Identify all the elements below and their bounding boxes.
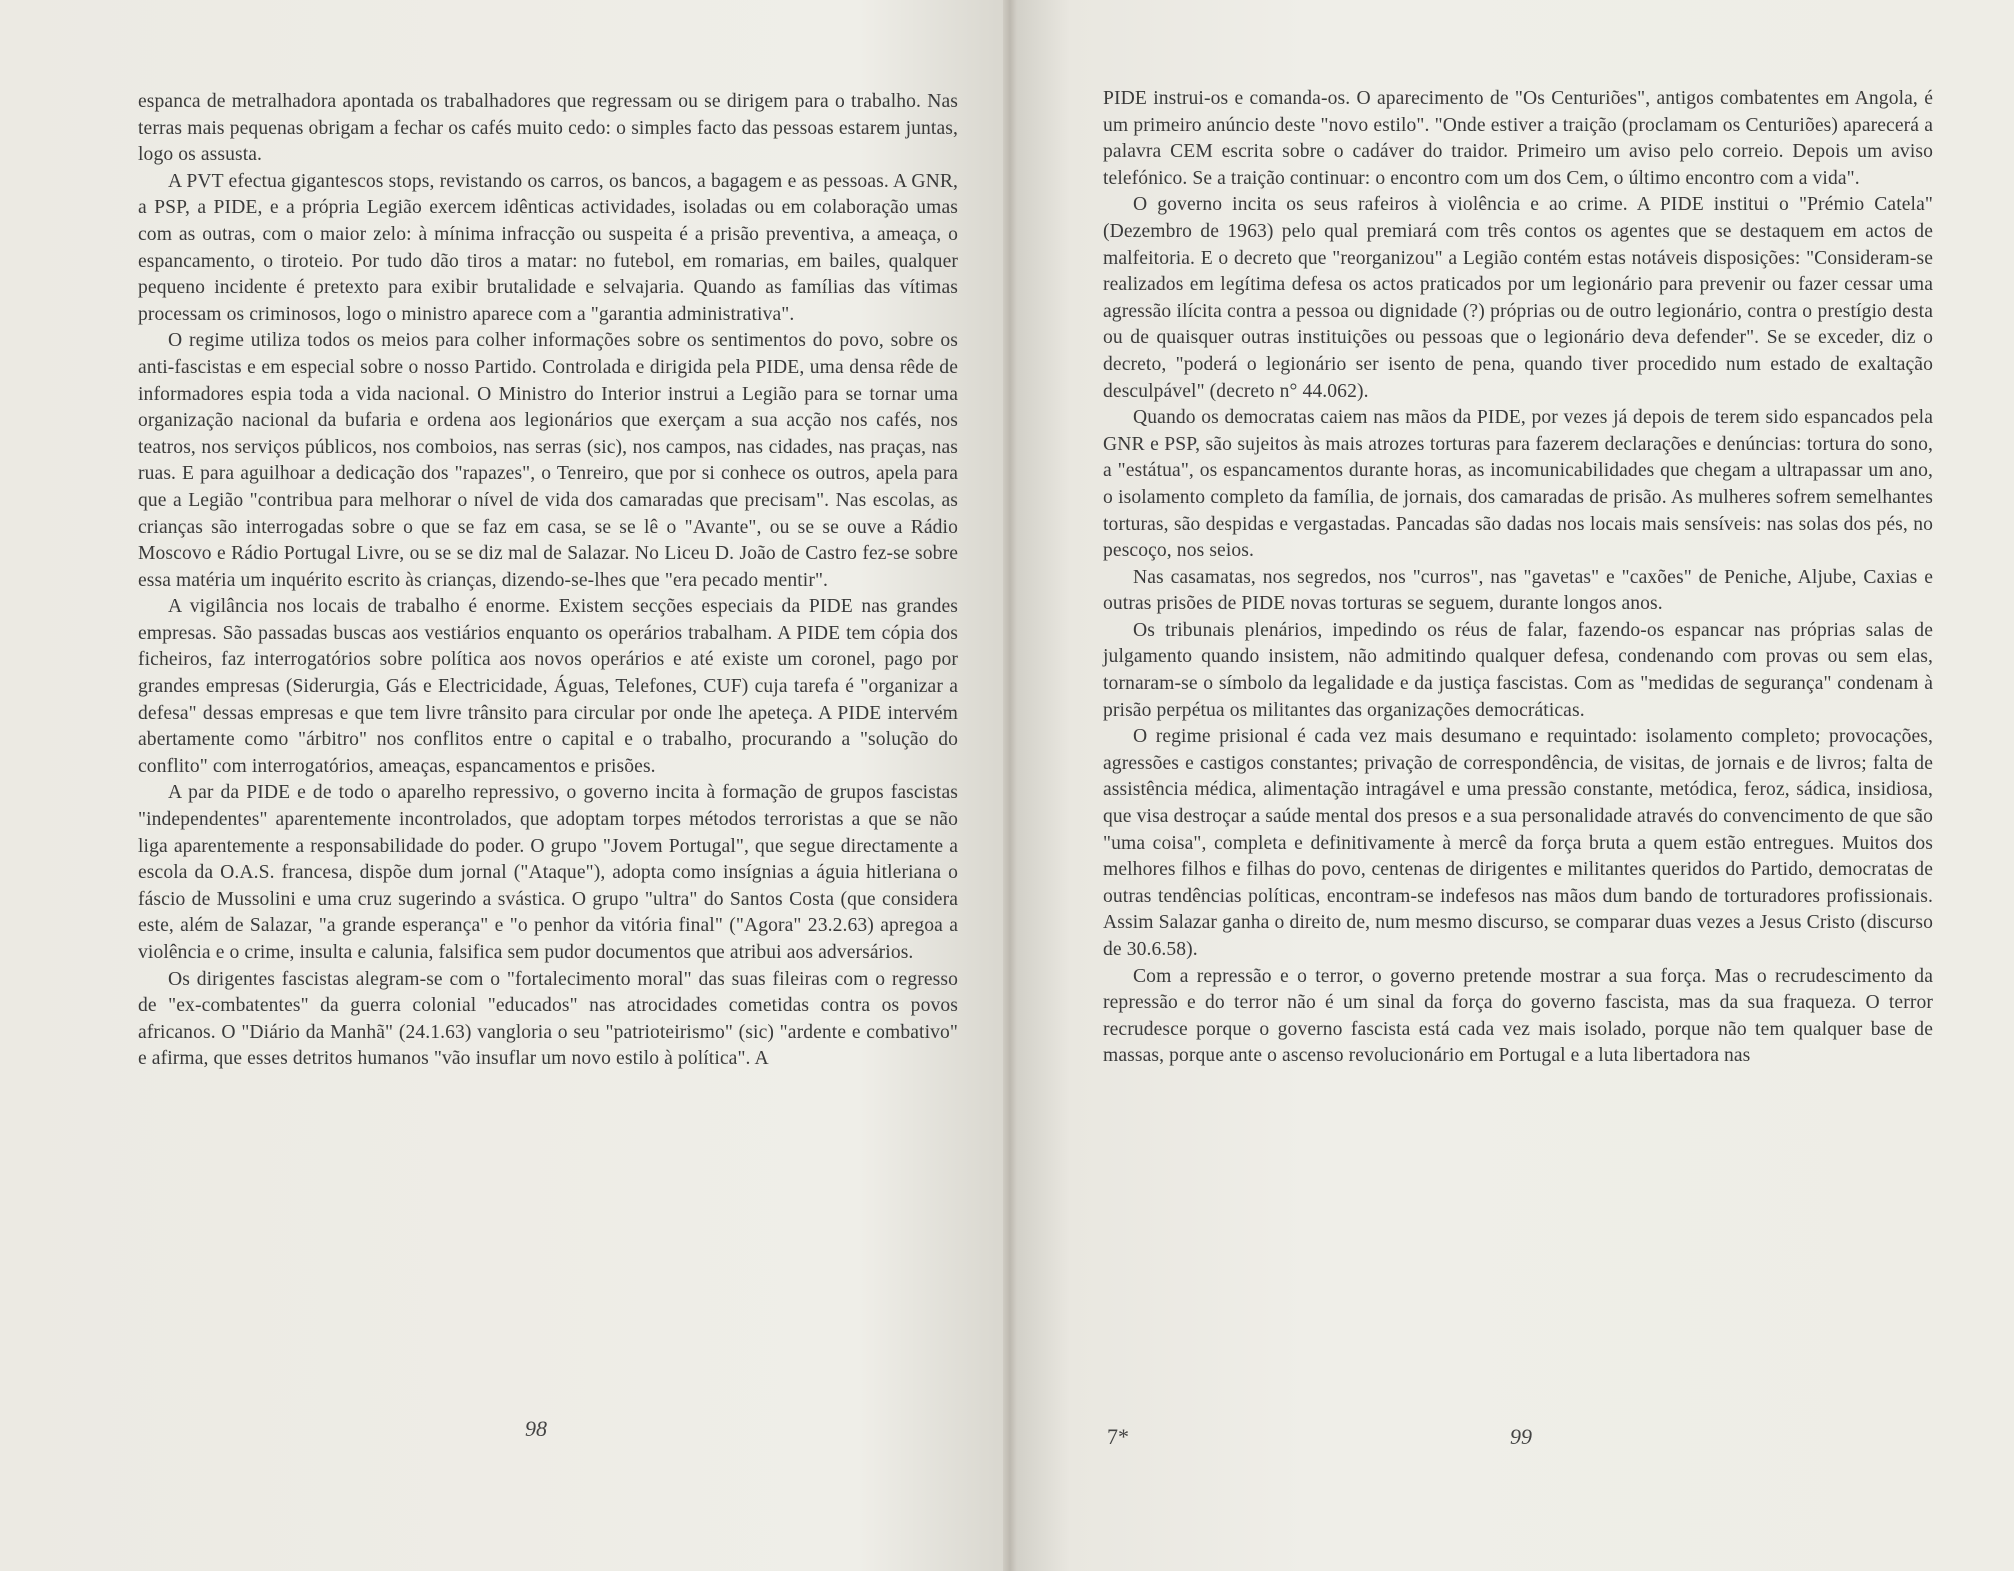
paragraph: O regime prisional é cada vez mais desumano e requintado: isolamento completo; provocações, agressões e castigos constantes; privação de correspondência, de visitas, de jornais e de livros; falta de assistência médica, alimentação intragável e uma pressão constante, metódica, feroz, sádica, insidiosa, que visa destroçar a saúde mental dos presos e a sua personalidade através do convencimento de que são "uma coisa", completa e definitivamente à mercê da força bruta a quem estão entregues. Muitos dos melhores filhos e filhas do povo, centenas de dirigentes e militantes queridos do Partido, democratas de outras tendências políticas, encontram-se indefesos nas mãos dum bando de torturadores profissionais. Assim Salazar ganha o direito de, num mesmo discurso, se comparar duas vezes a Jesus Cristo (discurso de 30.6.58). — [1103, 726, 1933, 960]
paragraph: A par da PIDE e de todo o aparelho repressivo, o governo incita à formação de grupos fascistas "independentes" aparentemente incontrolados, que adoptam torpes métodos terroristas a que se não liga aparentemente a responsabilidade do poder. O grupo "Jovem Portugal", que segue directamente a escola da O.A.S. francesa, dispõe dum jornal ("Ataque"), adopta como insígnias a águia hitleriana o fáscio de Mussolini e uma cruz sugerindo a svástica. O grupo "ultra" do Santos Costa (que considera este, além de Salazar, "a grande esperança" e "o penhor da vitória final" ("Agora" 23.2.63) apregoa a violência e o crime, insulta e calunia, falsifica sem pudor documentos que atribui aos adversários. — [138, 782, 958, 963]
paragraph: espanca de metralhadora apontada os trabalhadores que regressam ou se dirigem para o trabalho. Nas terras mais pequenas obrigam a fechar os cafés muito cedo: o simples facto das pessoas estarem juntas, logo os assusta. — [138, 91, 958, 166]
right-page — [1010, 0, 2014, 1571]
paragraph: Quando os democratas caiem nas mãos da PIDE, por vezes já depois de terem sido espancados pela GNR e PSP, são sujeitos às mais atrozes torturas para fazerem declarações e denúncias: tortura do sono, a "estátua", os espancamentos durante horas, as incomunicabilidades que chegam a ultrapassar um ano, o isolamento completo da família, de jornais, dos camaradas de prisão. As mulheres sofrem semelhantes torturas, são despidas e vergastadas. Pancadas são dadas nos locais mais sensíveis: nas solas dos pés, no pescoço, nos seios. — [1103, 407, 1933, 562]
paragraph: O governo incita os seus rafeiros à violência e ao crime. A PIDE institui o "Prémio Catela" (Dezembro de 1963) pelo qual premiará com três contos os agentes que se destaquem em actos de malfeitoria. E o decreto que "reorganizou" a Legião contém estas notáveis disposições: "Consideram-se realizados em legítima defesa os actos praticados por um legionário para prevenir ou fazer cessar uma agressão ilícita contra a pessoa ou dignidade (?) próprias ou de outro legionário, contra o prestígio desta ou de quaisquer outras instituições ou pessoas que o legionário deva defender". Se se exceder, diz o decreto, "poderá o legionário ser isento de pena, quando tiver procedido num estado de exaltação desculpável" (decreto n° 44.062). — [1103, 194, 1933, 402]
right-page-text — [1103, 86, 1933, 1070]
signature-mark: 7* — [1107, 1424, 1129, 1449]
paragraph: O regime utiliza todos os meios para colher informações sobre os sentimentos do povo, sobre os anti-fascistas e em especial sobre o nosso Partido. Controlada e dirigida pela PIDE, uma densa rêde de informadores espia toda a vida nacional. O Ministro do Interior instrui a Legião para se tornar uma organização nacional da bufaria e ordena aos legionários que exerçam a sua acção nos cafés, nos teatros, nos serviços públicos, nos comboios, nas serras (sic), nos campos, nas cidades, nas praças, nas ruas. E para aguilhoar a dedicação dos "rapazes", o Tenreiro, que por si conhece os outros, apela para que a Legião "contribua para melhorar o nível de vida dos camaradas que precisam". Nas escolas, as crianças são interrogadas sobre o que se faz em casa, se se lê o "Avante", ou se se ouve a Rádio Moscovo e Rádio Portugal Livre, ou se se diz mal de Salazar. No Liceu D. João de Castro fez-se sobre essa matéria um inquérito escrito às crianças, dizendo-se-lhes que "era pecado mentir". — [138, 330, 958, 591]
paragraph: Com a repressão e o terror, o governo pretende mostrar a sua força. Mas o recrudescimento da repressão e do terror não é um sinal da força do governo fascista, mas da sua fraqueza. O terror recrudesce porque o governo fascista está cada vez mais isolado, porque não tem qualquer base de massas, porque ante o ascenso revolucionário em Portugal e a luta libertadora nas — [1103, 965, 1933, 1067]
paragraph: A PVT efectua gigantescos stops, revistando os carros, os bancos, a bagagem e as pessoas. A GNR, a PSP, a PIDE, e a própria Legião exercem idênticas actividades, isoladas ou em colaboração umas com as outras, com o maior zelo: à mínima infracção ou suspeita é a prisão preventiva, a ameaça, o espancamento, o tiroteio. Por tudo dão tiros a matar: no futebol, em romarias, em bailes, qualquer pequeno incidente é pretexto para exibir brutalidade e selvajaria. Quando as famílias das vítimas processam os criminosos, logo o ministro aparece com a "garantia administrativa". — [138, 170, 958, 325]
paragraph: Os tribunais plenários, impedindo os réus de falar, fazendo-os espancar nas próprias salas de julgamento quando insistem, não admitindo qualquer defesa, condenando com provas ou sem elas, tornaram-se o símbolo da legalidade e da justiça fascistas. Com as "medidas de segurança" condenam à prisão perpétua os militantes das organizações democráticas. — [1103, 619, 1933, 721]
paragraph: Os dirigentes fascistas alegram-se com o "fortalecimento moral" das suas fileiras com o regresso de "ex-combatentes" da guerra colonial "educados" nas atrocidades cometidas contra os povos africanos. O "Diário da Manhã" (24.1.63) vangloria o seu "patrioteirismo" (sic) "ardente e combativo" e afirma, que esses detritos humanos "vão insuflar um novo estilo à política". A — [138, 968, 958, 1070]
paragraph: Nas casamatas, nos segredos, nos "curros", nas "gavetas" e "caxões" de Peniche, Aljube, Caxias e outras prisões de PIDE novas torturas se seguem, durante longos anos. — [1103, 566, 1933, 615]
left-page-text — [138, 89, 958, 1073]
paragraph: A vigilância nos locais de trabalho é enorme. Existem secções especiais da PIDE nas grandes empresas. São passadas buscas aos vestiários enquanto os operários trabalham. A PIDE tem cópia dos ficheiros, faz interrogatórios sobre política aos novos operários e até existe um coronel, pago por grandes empresas (Siderurgia, Gás e Electricidade, Águas, Telefones, CUF) cuja tarefa é "organizar a defesa" dessas empresas e que tem livre trânsito para circular por onde lhe apeteça. A PIDE intervém abertamente como "árbitro" nos conflitos entre o capital e o trabalho, procurando a "solução do conflito" com interrogatórios, ameaças, espancamentos e prisões. — [138, 596, 958, 777]
page-number: 99 — [1510, 1424, 1532, 1449]
book-gutter — [1003, 0, 1017, 1571]
page-number: 98 — [525, 1416, 547, 1441]
paragraph: PIDE instrui-os e comanda-os. O aparecimento de "Os Centuriões", antigos combatentes em Angola, é um primeiro anúncio deste "novo estilo". "Onde estiver a traição (proclamam os Centuriões) aparecerá a palavra CEM escrita sobre o cadáver do traidor. Primeiro um aviso pelo correio. Depois um aviso telefónico. Se a traição continuar: o encontro com um dos Cem, o último encontro com a vida". — [1103, 88, 1933, 189]
